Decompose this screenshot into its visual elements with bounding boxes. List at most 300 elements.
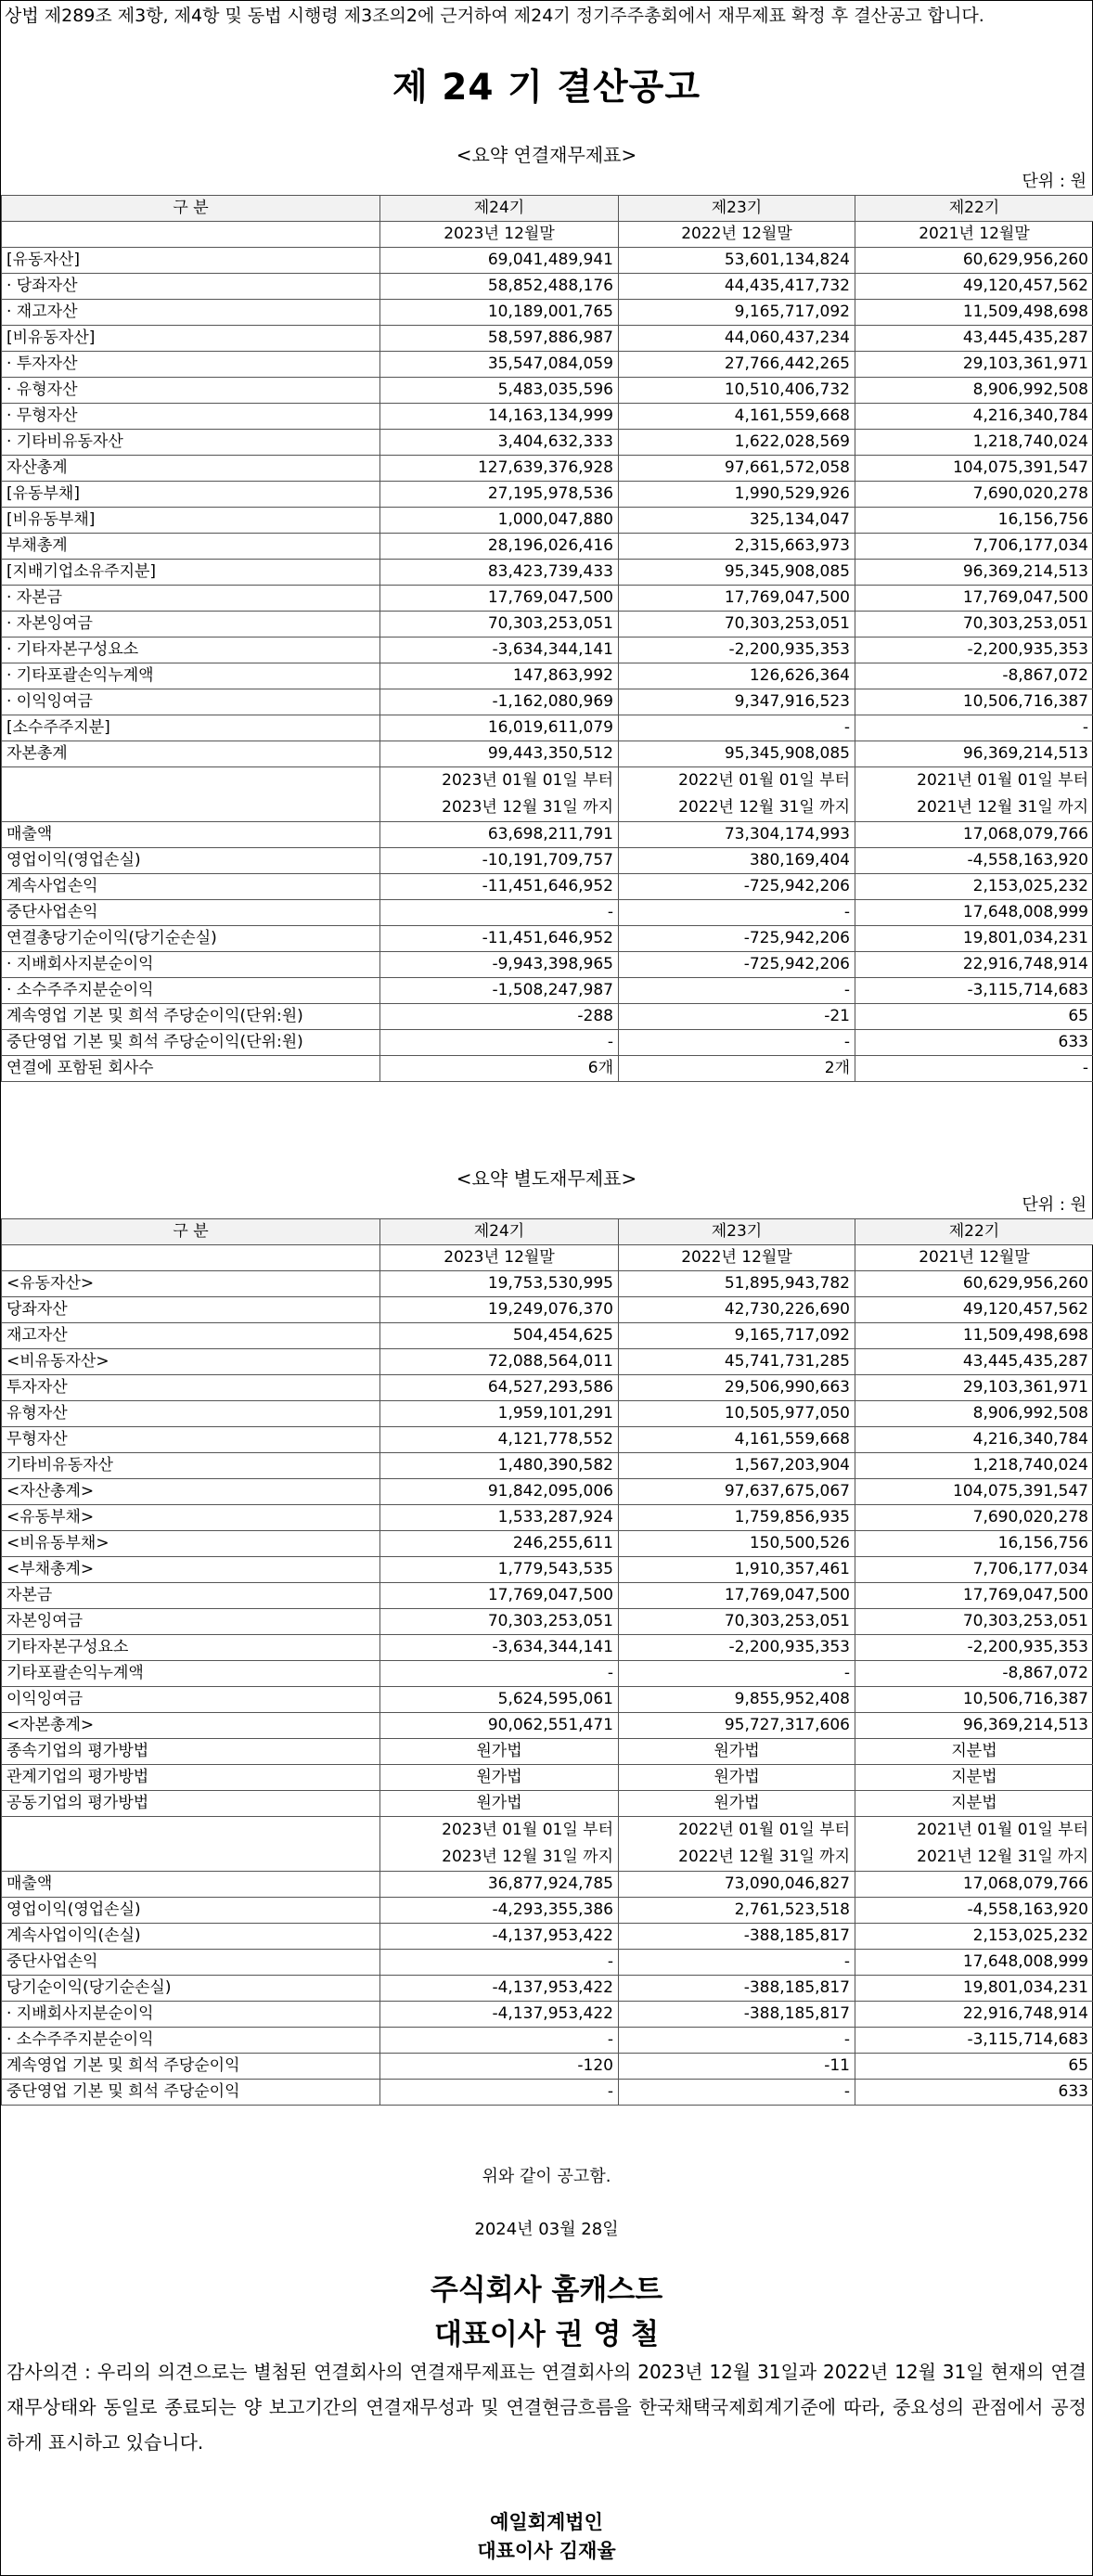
period-end-date: 2021년 12월말 — [855, 222, 1093, 248]
row-value: 70,303,253,051 — [619, 612, 855, 638]
row-value: 70,303,253,051 — [619, 1609, 855, 1635]
row-label: · 지배회사지분순이익 — [2, 952, 380, 978]
table-row — [2, 482, 1093, 508]
row-label: <유동자산> — [2, 1271, 380, 1297]
row-value: 17,769,047,500 — [619, 586, 855, 612]
table-row — [2, 1401, 1093, 1427]
row-label: · 무형자산 — [2, 404, 380, 430]
row-value: 19,753,530,995 — [380, 1271, 619, 1297]
row-value: 원가법 — [619, 1791, 855, 1817]
empty-cell — [2, 1817, 380, 1872]
row-value: 17,068,079,766 — [855, 1872, 1093, 1898]
row-value: 60,629,956,260 — [855, 1271, 1093, 1297]
table-row — [2, 586, 1093, 612]
row-value: 17,769,047,500 — [380, 586, 619, 612]
row-value: 16,156,756 — [855, 508, 1093, 534]
row-label: [유동부채] — [2, 482, 380, 508]
row-value: 17,769,047,500 — [380, 1583, 619, 1609]
row-value: 원가법 — [380, 1739, 619, 1765]
row-value: 4,216,340,784 — [855, 404, 1093, 430]
row-value: -4,137,953,422 — [380, 1976, 619, 2002]
table-row — [2, 638, 1093, 663]
row-value: 95,345,908,085 — [619, 560, 855, 586]
table-row — [2, 952, 1093, 978]
announcement-date: 2024년 03월 28일 — [474, 2220, 619, 2239]
row-label: · 소수주주지분순이익 — [2, 978, 380, 1004]
row-value: 58,852,488,176 — [380, 274, 619, 300]
row-value: 1,533,287,924 — [380, 1505, 619, 1531]
row-value: 63,698,211,791 — [380, 822, 619, 848]
separate-unit: 단위 : 원 — [1022, 1195, 1087, 1215]
row-value: 17,769,047,500 — [619, 1583, 855, 1609]
row-value: 11,509,498,698 — [855, 1323, 1093, 1349]
row-value: 22,916,748,914 — [855, 952, 1093, 978]
table-row — [2, 1297, 1093, 1323]
row-value: 1,990,529,926 — [619, 482, 855, 508]
row-value: 9,347,916,523 — [619, 689, 855, 715]
row-value: -11 — [619, 2054, 855, 2080]
row-value: 10,506,716,387 — [855, 689, 1093, 715]
row-value: 8,906,992,508 — [855, 1401, 1093, 1427]
column-header: 구 분 — [2, 196, 380, 222]
table-row — [2, 874, 1093, 900]
row-label: 관계기업의 평가방법 — [2, 1765, 380, 1791]
row-value: 99,443,350,512 — [380, 741, 619, 767]
table-row — [2, 822, 1093, 848]
intro-text: 상법 제289조 제3항, 제4항 및 동법 시행령 제3조의2에 근거하여 제24기 정기주주총회에서 재무제표 확정 후 결산공고 합니다. — [5, 6, 984, 26]
table-row — [2, 900, 1093, 926]
table-row — [2, 1872, 1093, 1898]
row-value: -388,185,817 — [619, 2002, 855, 2028]
row-value: 6개 — [380, 1056, 619, 1082]
period-range — [855, 1817, 1093, 1872]
date-row — [2, 222, 1093, 248]
table-row — [2, 326, 1093, 352]
column-header: 제23기 — [619, 196, 855, 222]
row-value: -388,185,817 — [619, 1924, 855, 1950]
row-label: <부채총계> — [2, 1557, 380, 1583]
row-value: - — [855, 1056, 1093, 1082]
row-value: 16,156,756 — [855, 1531, 1093, 1557]
period-end-date: 2022년 12월말 — [619, 1245, 855, 1271]
row-value: -11,451,646,952 — [380, 926, 619, 952]
table-row — [2, 978, 1093, 1004]
row-value: 10,189,001,765 — [380, 300, 619, 326]
row-value: 43,445,435,287 — [855, 1349, 1093, 1375]
table-row — [2, 430, 1093, 456]
row-label: [비유동자산] — [2, 326, 380, 352]
row-value: 95,727,317,606 — [619, 1713, 855, 1739]
empty-cell — [2, 767, 380, 822]
row-value: 17,769,047,500 — [855, 586, 1093, 612]
row-label: 자본잉여금 — [2, 1609, 380, 1635]
row-value: -2,200,935,353 — [619, 1635, 855, 1661]
row-value: - — [619, 978, 855, 1004]
row-value: 4,121,778,552 — [380, 1427, 619, 1453]
period-end-date: 2021년 12월말 — [855, 1245, 1093, 1271]
row-value: 2개 — [619, 1056, 855, 1082]
row-label: 중단사업손익 — [2, 900, 380, 926]
table-row — [2, 1924, 1093, 1950]
row-value: 126,626,364 — [619, 663, 855, 689]
row-value: -4,293,355,386 — [380, 1898, 619, 1924]
table-row — [2, 1505, 1093, 1531]
row-value: -4,558,163,920 — [855, 1898, 1093, 1924]
row-value: 96,369,214,513 — [855, 741, 1093, 767]
row-value: 97,637,675,067 — [619, 1479, 855, 1505]
table-row — [2, 1557, 1093, 1583]
row-value: 14,163,134,999 — [380, 404, 619, 430]
row-label: 자산총계 — [2, 456, 380, 482]
row-label: 영업이익(영업손실) — [2, 848, 380, 874]
row-label: · 자본금 — [2, 586, 380, 612]
table-row — [2, 848, 1093, 874]
row-value: 7,706,177,034 — [855, 1557, 1093, 1583]
row-label: · 지배회사지분순이익 — [2, 2002, 380, 2028]
row-value: 96,369,214,513 — [855, 560, 1093, 586]
period-range — [380, 767, 619, 822]
table-row — [2, 1427, 1093, 1453]
row-value: 17,648,008,999 — [855, 900, 1093, 926]
row-value: 17,648,008,999 — [855, 1950, 1093, 1976]
period-line: 2022년 12월 31일 까지 — [678, 798, 850, 817]
row-label: · 투자자산 — [2, 352, 380, 378]
period-range — [855, 767, 1093, 822]
row-value: 원가법 — [619, 1765, 855, 1791]
period-line: 2021년 12월 31일 까지 — [917, 1848, 1088, 1866]
row-value: 27,766,442,265 — [619, 352, 855, 378]
row-label: [유동자산] — [2, 248, 380, 274]
row-label: · 기타자본구성요소 — [2, 638, 380, 663]
column-header: 제22기 — [855, 1219, 1093, 1245]
row-value: 70,303,253,051 — [855, 612, 1093, 638]
row-value: 504,454,625 — [380, 1323, 619, 1349]
row-value: -4,558,163,920 — [855, 848, 1093, 874]
row-value: 지분법 — [855, 1791, 1093, 1817]
row-label: 매출액 — [2, 822, 380, 848]
row-value: 27,195,978,536 — [380, 482, 619, 508]
table-row — [2, 404, 1093, 430]
row-value: - — [380, 1950, 619, 1976]
row-value: 10,510,406,732 — [619, 378, 855, 404]
row-value: 150,500,526 — [619, 1531, 855, 1557]
column-header: 제23기 — [619, 1219, 855, 1245]
row-value: 17,769,047,500 — [855, 1583, 1093, 1609]
table-row — [2, 1898, 1093, 1924]
table-row — [2, 248, 1093, 274]
row-value: 4,161,559,668 — [619, 1427, 855, 1453]
row-label: 중단영업 기본 및 희석 주당순이익(단위:원) — [2, 1030, 380, 1056]
row-label: 유형자산 — [2, 1401, 380, 1427]
row-value: 3,404,632,333 — [380, 430, 619, 456]
table-row — [2, 1635, 1093, 1661]
row-label: 계속영업 기본 및 희석 주당순이익(단위:원) — [2, 1004, 380, 1030]
row-value: 90,062,551,471 — [380, 1713, 619, 1739]
row-value: 1,759,856,935 — [619, 1505, 855, 1531]
row-value: 60,629,956,260 — [855, 248, 1093, 274]
table-row — [2, 1030, 1093, 1056]
row-value: - — [619, 2028, 855, 2054]
table-row — [2, 2002, 1093, 2028]
row-value: - — [619, 715, 855, 741]
table-row — [2, 1976, 1093, 2002]
row-label: 연결에 포함된 회사수 — [2, 1056, 380, 1082]
row-value: 147,863,992 — [380, 663, 619, 689]
row-value: 4,216,340,784 — [855, 1427, 1093, 1453]
row-label: 매출액 — [2, 1872, 380, 1898]
table-row — [2, 741, 1093, 767]
column-header: 구 분 — [2, 1219, 380, 1245]
consolidated-title: <요약 연결재무제표> — [456, 144, 637, 166]
row-value: -4,137,953,422 — [380, 1924, 619, 1950]
row-value: 2,153,025,232 — [855, 1924, 1093, 1950]
row-label: · 기타포괄손익누계액 — [2, 663, 380, 689]
row-value: 29,506,990,663 — [619, 1375, 855, 1401]
table-row — [2, 1375, 1093, 1401]
row-label: 공동기업의 평가방법 — [2, 1791, 380, 1817]
table-row — [2, 1453, 1093, 1479]
row-label: · 소수주주지분순이익 — [2, 2028, 380, 2054]
row-value: 42,730,226,690 — [619, 1297, 855, 1323]
table-row — [2, 2028, 1093, 2054]
row-value: 29,103,361,971 — [855, 1375, 1093, 1401]
row-label: 자본금 — [2, 1583, 380, 1609]
row-label: [소수주주지분] — [2, 715, 380, 741]
row-value: 4,161,559,668 — [619, 404, 855, 430]
audit-opinion: 감사의견 : 우리의 의견으로는 별첨된 연결회사의 연결재무제표는 연결회사의 2023년 12월 31일과 2022년 12월 31일 현재의 연결재무상태와 동일로 종료되는 양 보고기간의 연결재무성과 및 연결현금흐름을 한국채택국제회계기준에 따라, 중요성의 관점에서 공정하게 표시하고 있습니다. — [6, 2361, 1087, 2454]
row-value: -21 — [619, 1004, 855, 1030]
table-row — [2, 1739, 1093, 1765]
period-row — [2, 767, 1093, 822]
row-value: 95,345,908,085 — [619, 741, 855, 767]
row-value: 104,075,391,547 — [855, 456, 1093, 482]
table-row — [2, 300, 1093, 326]
table-row — [2, 2080, 1093, 2106]
period-line: 2022년 01월 01일 부터 — [678, 771, 850, 790]
row-label: 계속사업이익(손실) — [2, 1924, 380, 1950]
table-row — [2, 1765, 1093, 1791]
table-row — [2, 612, 1093, 638]
row-value: 104,075,391,547 — [855, 1479, 1093, 1505]
row-value: 29,103,361,971 — [855, 352, 1093, 378]
row-value: - — [380, 1030, 619, 1056]
row-value: 325,134,047 — [619, 508, 855, 534]
row-value: -3,115,714,683 — [855, 2028, 1093, 2054]
row-label: · 자본잉여금 — [2, 612, 380, 638]
row-value: 69,041,489,941 — [380, 248, 619, 274]
row-label: <비유동부채> — [2, 1531, 380, 1557]
separate-table — [1, 1218, 1093, 2106]
row-label: 기타포괄손익누계액 — [2, 1661, 380, 1687]
table-row — [2, 1323, 1093, 1349]
row-label: 중단사업손익 — [2, 1950, 380, 1976]
row-label: 투자자산 — [2, 1375, 380, 1401]
period-line: 2022년 01월 01일 부터 — [678, 1821, 850, 1839]
table-row — [2, 1004, 1093, 1030]
row-value: 1,910,357,461 — [619, 1557, 855, 1583]
period-range — [619, 1817, 855, 1872]
period-end-date: 2022년 12월말 — [619, 222, 855, 248]
table-row — [2, 1531, 1093, 1557]
row-value: -11,451,646,952 — [380, 874, 619, 900]
period-line: 2021년 01월 01일 부터 — [917, 1821, 1088, 1839]
consolidated-table — [1, 195, 1093, 1082]
table-row — [2, 2054, 1093, 2080]
row-value: 70,303,253,051 — [380, 1609, 619, 1635]
row-value: 45,741,731,285 — [619, 1349, 855, 1375]
row-value: -2,200,935,353 — [855, 638, 1093, 663]
empty-cell — [2, 222, 380, 248]
row-value: 16,019,611,079 — [380, 715, 619, 741]
table-row — [2, 1349, 1093, 1375]
consolidated-unit: 단위 : 원 — [1022, 172, 1087, 191]
row-value: 53,601,134,824 — [619, 248, 855, 274]
period-row — [2, 1817, 1093, 1872]
row-value: - — [619, 1661, 855, 1687]
row-label: · 기타비유동자산 — [2, 430, 380, 456]
row-value: 44,060,437,234 — [619, 326, 855, 352]
row-label: 연결총당기순이익(당기순손실) — [2, 926, 380, 952]
row-value: 19,249,076,370 — [380, 1297, 619, 1323]
row-value: 19,801,034,231 — [855, 1976, 1093, 2002]
table-row — [2, 534, 1093, 560]
row-value: 원가법 — [619, 1739, 855, 1765]
row-value: 73,304,174,993 — [619, 822, 855, 848]
table-row — [2, 663, 1093, 689]
row-value: 10,505,977,050 — [619, 1401, 855, 1427]
period-end-date: 2023년 12월말 — [380, 222, 619, 248]
period-range — [380, 1817, 619, 1872]
row-value: 51,895,943,782 — [619, 1271, 855, 1297]
auditor-name: 예일회계법인 — [490, 2511, 603, 2533]
row-value: -725,942,206 — [619, 926, 855, 952]
table-row — [2, 1713, 1093, 1739]
row-value: 19,801,034,231 — [855, 926, 1093, 952]
row-value: 1,480,390,582 — [380, 1453, 619, 1479]
row-value: 64,527,293,586 — [380, 1375, 619, 1401]
row-value: -8,867,072 — [855, 1661, 1093, 1687]
table-row — [2, 1791, 1093, 1817]
row-value: 49,120,457,562 — [855, 1297, 1093, 1323]
row-value: - — [380, 900, 619, 926]
auditor-ceo: 대표이사 김재율 — [477, 2540, 616, 2562]
table-row — [2, 689, 1093, 715]
row-label: 재고자산 — [2, 1323, 380, 1349]
row-value: 9,855,952,408 — [619, 1687, 855, 1713]
row-value: 1,218,740,024 — [855, 1453, 1093, 1479]
period-line: 2023년 01월 01일 부터 — [442, 1821, 613, 1839]
row-value: 원가법 — [380, 1791, 619, 1817]
row-value: 지분법 — [855, 1765, 1093, 1791]
row-value: - — [619, 900, 855, 926]
period-line: 2023년 12월 31일 까지 — [442, 798, 613, 817]
row-value: 2,315,663,973 — [619, 534, 855, 560]
row-value: -9,943,398,965 — [380, 952, 619, 978]
row-value: -10,191,709,757 — [380, 848, 619, 874]
row-label: 부채총계 — [2, 534, 380, 560]
row-value: 1,622,028,569 — [619, 430, 855, 456]
row-value: 22,916,748,914 — [855, 2002, 1093, 2028]
row-value: 633 — [855, 2080, 1093, 2106]
column-header: 제22기 — [855, 196, 1093, 222]
period-line: 2023년 01월 01일 부터 — [442, 771, 613, 790]
row-label: <유동부채> — [2, 1505, 380, 1531]
row-value: 9,165,717,092 — [619, 1323, 855, 1349]
row-label: 중단영업 기본 및 희석 주당순이익 — [2, 2080, 380, 2106]
row-label: <자본총계> — [2, 1713, 380, 1739]
row-label: · 이익잉여금 — [2, 689, 380, 715]
row-value: 7,706,177,034 — [855, 534, 1093, 560]
row-value: -4,137,953,422 — [380, 2002, 619, 2028]
row-label: <비유동자산> — [2, 1349, 380, 1375]
row-label: 이익잉여금 — [2, 1687, 380, 1713]
row-value: 91,842,095,006 — [380, 1479, 619, 1505]
row-label: 기타자본구성요소 — [2, 1635, 380, 1661]
row-value: 5,624,595,061 — [380, 1687, 619, 1713]
row-label: 무형자산 — [2, 1427, 380, 1453]
column-header: 제24기 — [380, 196, 619, 222]
table-row — [2, 1056, 1093, 1082]
row-label: 영업이익(영업손실) — [2, 1898, 380, 1924]
period-end-date: 2023년 12월말 — [380, 1245, 619, 1271]
row-value: 58,597,886,987 — [380, 326, 619, 352]
row-value: - — [855, 715, 1093, 741]
row-value: 7,690,020,278 — [855, 1505, 1093, 1531]
row-value: - — [380, 1661, 619, 1687]
row-label: [지배기업소유주지분] — [2, 560, 380, 586]
row-label: 당좌자산 — [2, 1297, 380, 1323]
table-row — [2, 1661, 1093, 1687]
row-value: 43,445,435,287 — [855, 326, 1093, 352]
row-value: - — [380, 2080, 619, 2106]
row-label: · 당좌자산 — [2, 274, 380, 300]
table-row — [2, 715, 1093, 741]
period-line: 2022년 12월 31일 까지 — [678, 1848, 850, 1866]
period-range — [619, 767, 855, 822]
row-value: 65 — [855, 2054, 1093, 2080]
table-row — [2, 560, 1093, 586]
row-value: -1,508,247,987 — [380, 978, 619, 1004]
row-value: -8,867,072 — [855, 663, 1093, 689]
period-line: 2021년 12월 31일 까지 — [917, 798, 1088, 817]
separate-title: <요약 별도재무제표> — [456, 1167, 637, 1190]
row-value: -725,942,206 — [619, 874, 855, 900]
row-value: 10,506,716,387 — [855, 1687, 1093, 1713]
row-value: 83,423,739,433 — [380, 560, 619, 586]
row-value: 11,509,498,698 — [855, 300, 1093, 326]
row-value: 96,369,214,513 — [855, 1713, 1093, 1739]
row-value: 633 — [855, 1030, 1093, 1056]
row-label: 당기순이익(당기순손실) — [2, 1976, 380, 2002]
row-value: 73,090,046,827 — [619, 1872, 855, 1898]
row-value: 49,120,457,562 — [855, 274, 1093, 300]
ceo-name: 대표이사 권 영 철 — [434, 2318, 659, 2351]
table-row — [2, 1583, 1093, 1609]
row-value: 1,000,047,880 — [380, 508, 619, 534]
row-value: -388,185,817 — [619, 1976, 855, 2002]
row-value: 지분법 — [855, 1739, 1093, 1765]
company-name: 주식회사 홈캐스트 — [430, 2273, 663, 2307]
row-label: · 유형자산 — [2, 378, 380, 404]
row-label: [비유동부채] — [2, 508, 380, 534]
row-value: 72,088,564,011 — [380, 1349, 619, 1375]
row-value: -3,115,714,683 — [855, 978, 1093, 1004]
row-label: 계속사업손익 — [2, 874, 380, 900]
row-label: <자산총계> — [2, 1479, 380, 1505]
row-value: -3,634,344,141 — [380, 638, 619, 663]
row-value: 65 — [855, 1004, 1093, 1030]
period-line: 2023년 12월 31일 까지 — [442, 1848, 613, 1866]
